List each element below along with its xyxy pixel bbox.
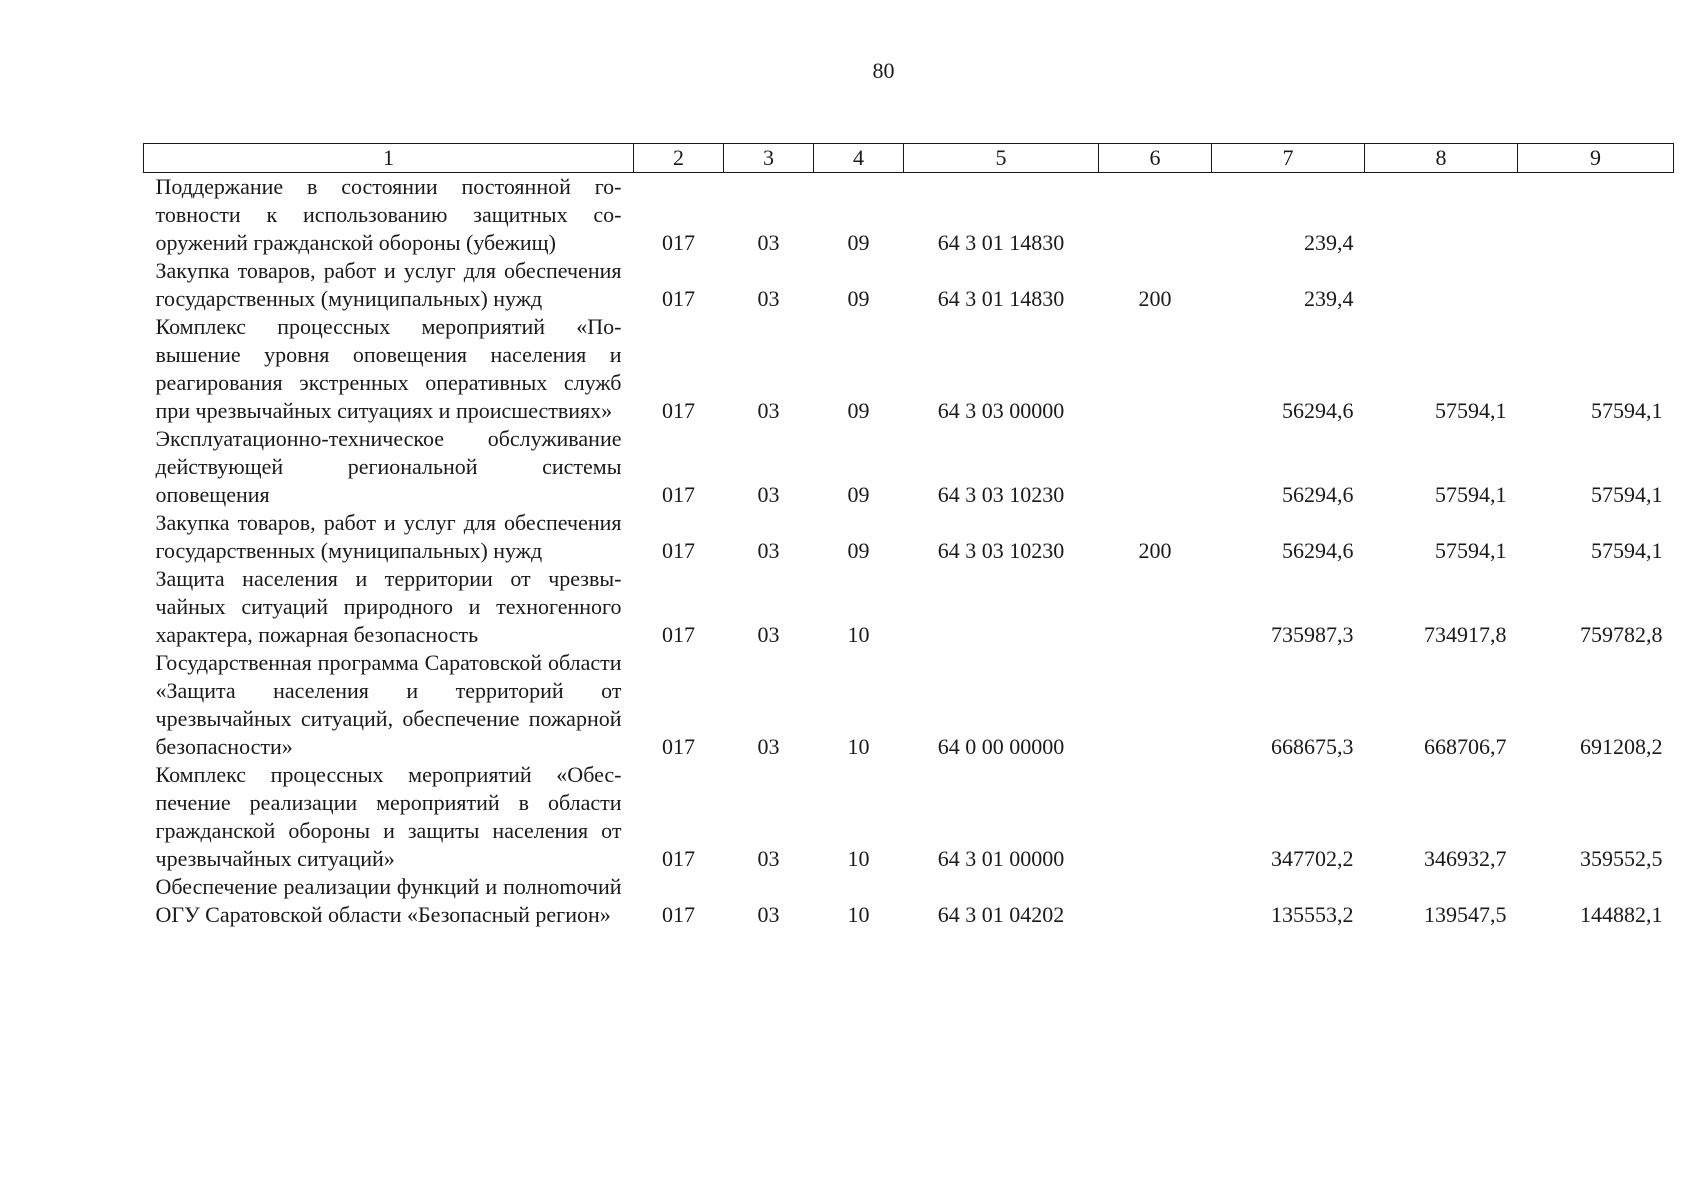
target-article-code bbox=[904, 565, 1099, 649]
page-number: 80 bbox=[872, 58, 895, 83]
target-article-code: 64 3 03 10230 bbox=[937, 538, 1065, 563]
amount-col8: 734917,8 bbox=[1424, 622, 1507, 647]
table-row bbox=[144, 425, 1674, 509]
amount-col7: 56294,6 bbox=[1282, 538, 1354, 563]
amount-col7: 735987,3 bbox=[1271, 622, 1354, 647]
amount-col7: 347702,2 bbox=[1271, 846, 1354, 871]
target-article-code: 64 0 00 00000 bbox=[937, 734, 1065, 759]
ministry-code: 017 bbox=[662, 538, 695, 563]
amount-col7: 239,4 bbox=[1304, 286, 1354, 311]
header-cell: 7 bbox=[1212, 144, 1365, 173]
amount-col8 bbox=[1365, 173, 1518, 258]
amount-col9: 144882,1 bbox=[1580, 902, 1663, 927]
target-article-code: 64 3 03 10230 bbox=[937, 482, 1065, 507]
subsection-code: 09 bbox=[847, 482, 870, 507]
header-cell: 1 bbox=[144, 144, 634, 173]
header-cell: 8 bbox=[1365, 144, 1518, 173]
amount-col7: 135553,2 bbox=[1271, 902, 1354, 927]
subsection-code: 10 bbox=[847, 846, 870, 871]
target-article-code: 64 3 03 00000 bbox=[937, 398, 1065, 423]
amount-col7: 56294,6 bbox=[1282, 482, 1354, 507]
subsection-code: 09 bbox=[847, 286, 870, 311]
subsection-code: 10 bbox=[847, 902, 870, 927]
section-code: 03 bbox=[757, 734, 780, 759]
section-code: 03 bbox=[757, 846, 780, 871]
row-description: Поддержание в состоянии постоянной готовности к использованию защитных сооружений гражданской обороны (убежищ) bbox=[155, 174, 622, 255]
target-article-code: 64 3 01 14830 bbox=[937, 230, 1065, 255]
table-header bbox=[144, 144, 1674, 173]
row-description: Обеспечение реализации функций и полноmочий ОГУ Саратовской области «Безопасный регион» bbox=[155, 874, 622, 927]
row-description: Государственная программа Саратовской области «Защита населения и территорий от чрезвычайных ситуаций, обеспечение пожарной безопасности» bbox=[155, 650, 622, 759]
target-article-code: 64 3 01 00000 bbox=[937, 846, 1065, 871]
table-row bbox=[144, 173, 1674, 258]
amount-col9: 57594,1 bbox=[1591, 482, 1663, 507]
ministry-code: 017 bbox=[662, 734, 695, 759]
subsection-code: 09 bbox=[847, 538, 870, 563]
amount-col8: 139547,5 bbox=[1424, 902, 1507, 927]
ministry-code: 017 bbox=[662, 902, 695, 927]
amount-col7: 239,4 bbox=[1304, 230, 1354, 255]
target-article-code: 64 3 01 04202 bbox=[937, 902, 1065, 927]
section-code: 03 bbox=[757, 482, 780, 507]
header-cell: 3 bbox=[724, 144, 814, 173]
section-code: 03 bbox=[757, 902, 780, 927]
amount-col9: 57594,1 bbox=[1591, 398, 1663, 423]
expense-type-code bbox=[1099, 425, 1212, 509]
expense-type-code bbox=[1099, 565, 1212, 649]
header-cell: 4 bbox=[814, 144, 904, 173]
amount-col7: 56294,6 bbox=[1282, 398, 1354, 423]
ministry-code: 017 bbox=[662, 846, 695, 871]
row-description: Комплекс процессных мероприятий «Обеспечение реализации мероприятий в области гражданской обороны и защиты населения от чрезвычайных ситуаций» bbox=[155, 762, 622, 871]
row-description: Комплекс процессных мероприятий «Повышение уровня оповещения населения и реагирования экстренных оперативных служб при чрезвычайных ситуациях и происшествиях» bbox=[155, 314, 622, 423]
budget-table-container bbox=[143, 143, 1673, 929]
row-description: Защита населения и территории от чрезвычайных ситуаций природного и техногенного характера, пожарная безопасность bbox=[155, 566, 622, 647]
ministry-code: 017 bbox=[662, 622, 695, 647]
ministry-code: 017 bbox=[662, 230, 695, 255]
subsection-code: 09 bbox=[847, 230, 870, 255]
ministry-code: 017 bbox=[662, 482, 695, 507]
budget-table bbox=[143, 143, 1674, 929]
table-row bbox=[144, 761, 1674, 873]
expense-type-code bbox=[1099, 873, 1212, 929]
amount-col9 bbox=[1518, 173, 1674, 258]
expense-type-code: 200 bbox=[1138, 286, 1172, 311]
expense-type-code bbox=[1099, 649, 1212, 761]
amount-col7: 668675,3 bbox=[1271, 734, 1354, 759]
table-row bbox=[144, 649, 1674, 761]
amount-col8: 57594,1 bbox=[1435, 398, 1507, 423]
row-description: Закупка товаров, работ и услуг для обеспечения государственных (муниципальных) нужд bbox=[155, 510, 622, 563]
expense-type-code bbox=[1099, 173, 1212, 258]
amount-col8: 57594,1 bbox=[1435, 482, 1507, 507]
subsection-code: 09 bbox=[847, 398, 870, 423]
section-code: 03 bbox=[757, 538, 780, 563]
table-row bbox=[144, 565, 1674, 649]
amount-col8 bbox=[1365, 257, 1518, 313]
table-body bbox=[144, 173, 1674, 930]
expense-type-code bbox=[1099, 761, 1212, 873]
expense-type-code: 200 bbox=[1138, 538, 1172, 563]
ministry-code: 017 bbox=[662, 398, 695, 423]
table-row bbox=[144, 257, 1674, 313]
section-code: 03 bbox=[757, 230, 780, 255]
row-description: Эксплуатационно-техническое обслуживание действующей региональной системы оповещения bbox=[155, 426, 622, 507]
section-code: 03 bbox=[757, 398, 780, 423]
amount-col8: 57594,1 bbox=[1435, 538, 1507, 563]
amount-col9 bbox=[1518, 257, 1674, 313]
ministry-code: 017 bbox=[662, 286, 695, 311]
amount-col9: 691208,2 bbox=[1580, 734, 1663, 759]
amount-col9: 359552,5 bbox=[1580, 846, 1663, 871]
amount-col8: 346932,7 bbox=[1424, 846, 1507, 871]
subsection-code: 10 bbox=[847, 622, 870, 647]
header-cell: 9 bbox=[1518, 144, 1674, 173]
expense-type-code bbox=[1099, 313, 1212, 425]
target-article-code: 64 3 01 14830 bbox=[937, 286, 1065, 311]
amount-col8: 668706,7 bbox=[1424, 734, 1507, 759]
header-cell: 2 bbox=[634, 144, 724, 173]
table-row bbox=[144, 509, 1674, 565]
header-row bbox=[144, 144, 1674, 173]
subsection-code: 10 bbox=[847, 734, 870, 759]
row-description: Закупка товаров, работ и услуг для обеспечения государственных (муниципальных) нужд bbox=[155, 258, 622, 311]
table-row bbox=[144, 873, 1674, 929]
header-cell: 6 bbox=[1099, 144, 1212, 173]
table-row bbox=[144, 313, 1674, 425]
section-code: 03 bbox=[757, 622, 780, 647]
amount-col9: 759782,8 bbox=[1580, 622, 1663, 647]
header-cell: 5 bbox=[904, 144, 1099, 173]
section-code: 03 bbox=[757, 286, 780, 311]
amount-col9: 57594,1 bbox=[1591, 538, 1663, 563]
